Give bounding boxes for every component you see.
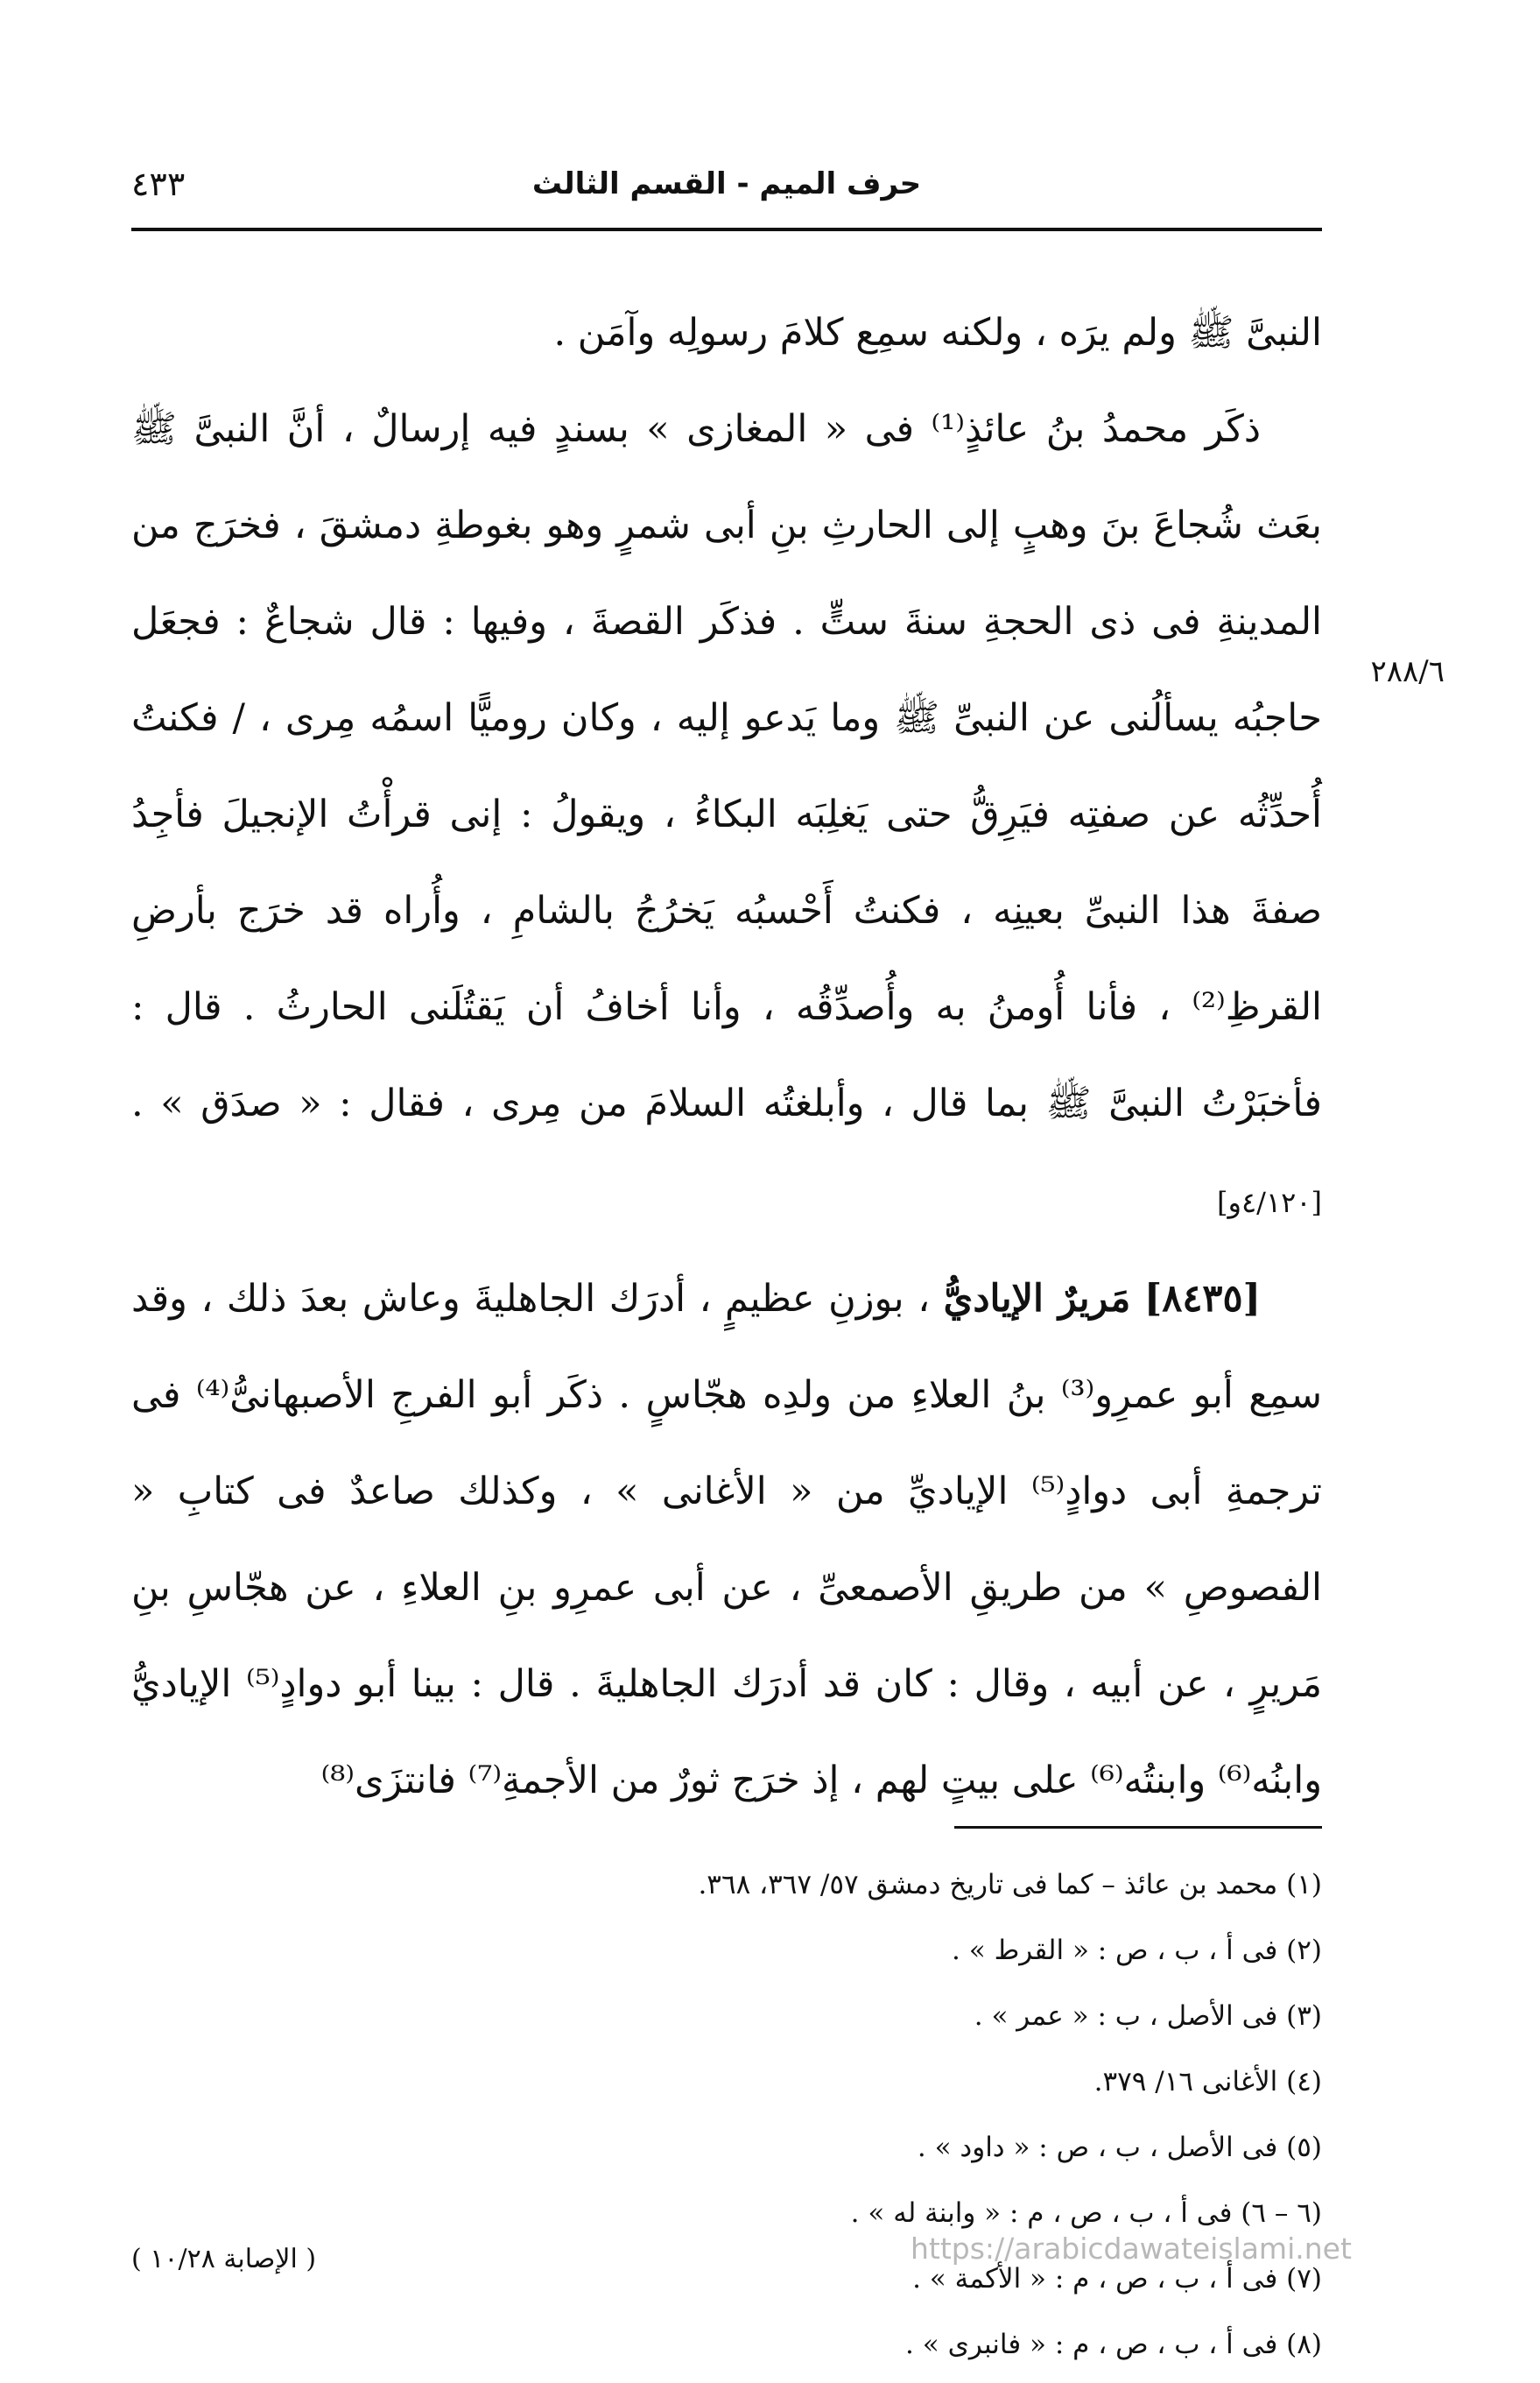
paragraph-narration-text: ذكَر محمدُ بنُ عائذٍ⁽¹⁾ فى « المغازى » بسندٍ فيه إرسالٌ ، أنَّ النبىَّ ﷺ بعَث شُجاعَ بنَ وهبٍ إلى الحارثِ بنِ أبى شمرٍ وهو بغوطةِ دمشقَ ، فخرَج من المدينةِ فى ذى الحجةِ سنةَ ستٍّ . فذكَر القصةَ ، وفيها : قال شجاعٌ : فجعَل حاجبُه يسألُنى عن النبىِّ ﷺ وما يَدعو إليه ، وكان روميًّا اسمُه مِرى ، / فكنتُ أُحدِّثُه عن صفتِه فيَرِقُّ حتى يَغلِبَه البكاءُ ، ويقولُ : إنى قرأْتُ الإنجيلَ فأجِدُ صفةَ هذا النبىِّ بعينِه ، فكنتُ أَحْسبُه يَخرُجُ بالشامِ ، وأُراه قد خرَج بأرضِ القرظِ⁽²⁾ ، فأنا أُومنُ به وأُصدِّقُه ، وأنا أخافُ أن يَقتُلَنى الحارثُ . قال : فأخبَرْتُ النبىَّ ﷺ بما قال ، وأبلغتُه السلامَ من مِرى ، فقال : « صدَق » . <box>131 407 1322 1125</box>
footnote: (٥) فى الأصل ، ب ، ص : « داود » . <box>917 2132 1322 2163</box>
manuscript-folio-marker: [٤/١٢٠و] <box>1217 1186 1322 1219</box>
page-header <box>131 158 1322 219</box>
page-number: ٤٣٣ <box>131 165 186 203</box>
footnote: (٣) فى الأصل ، ب : « عمر » . <box>974 2000 1322 2032</box>
footnote: (١) محمد بن عائذ – كما فى تاريخ دمشق ٥٧/ ٣٦٧، ٣٦٨. <box>698 1869 1322 1900</box>
entry-number: [٨٤٣٥] <box>1143 1277 1261 1321</box>
printer-signature: ( الإصابة ١٠/٢٨ ) <box>131 2244 317 2274</box>
footnote-rule <box>954 1826 1322 1829</box>
book-page <box>131 131 1445 2360</box>
running-title: حرف الميم - القسم الثالث <box>531 166 922 201</box>
paragraph-narration <box>131 381 1322 1251</box>
margin-volume-page-note: ٢٨٨/٦ <box>1370 654 1445 689</box>
footnote: (٧) فى أ ، ب ، ص ، م : « الأكمة » . <box>912 2263 1322 2295</box>
footnote: (٤) الأغانى ١٦/ ٣٧٩. <box>1093 2066 1322 2097</box>
paragraph-continuation: النبىَّ ﷺ ولم يرَه ، ولكنه سمِع كلامَ رسولِه وآمَن . <box>553 311 1322 355</box>
main-text <box>131 285 1322 1829</box>
header-rule <box>131 228 1322 231</box>
footnote: (٨) فى أ ، ب ، ص ، م : « فانبرى » . <box>905 2329 1322 2360</box>
footnotes <box>131 1852 1322 2378</box>
watermark-url: https://arabicdawateislami.net <box>911 2231 1352 2266</box>
entry-name: مَريرٌ الإياديُّ <box>943 1277 1131 1321</box>
entry-text: ، بوزنِ عظيمٍ ، أدرَك الجاهليةَ وعاش بعدَ ذلك ، وقد سمِع أبو عمرِو⁽³⁾ بنُ العلاءِ من ولدِه هجّاسٍ . ذكَر أبو الفرجِ الأصبهانىُّ⁽⁴⁾ فى ترجمةِ أبى دوادٍ⁽⁵⁾ الإياديِّ من « الأغانى » ، وكذلك صاعدٌ فى كتابِ « الفصوصِ » من طريقِ الأصمعىِّ ، عن أبى عمرِو بنِ العلاءِ ، عن هجّاسِ بنِ مَريرٍ ، عن أبيه ، وقال : كان قد أدرَك الجاهليةَ . قال : بينا أبو دوادٍ⁽⁵⁾ الإياديُّ وابنُه⁽⁶⁾ وابنتُه⁽⁶⁾ على بيتٍ لهم ، إذ خرَج ثورٌ من الأجمةِ⁽⁷⁾ فانتزَى⁽⁸⁾ <box>131 1277 1323 1802</box>
entry-paragraph <box>131 1251 1322 1829</box>
footnote: (٢) فى أ ، ب ، ص : « القرط » . <box>952 1935 1322 1966</box>
footnote: (٦ – ٦) فى أ ، ب ، ص ، م : « وابنة له » . <box>850 2197 1322 2229</box>
